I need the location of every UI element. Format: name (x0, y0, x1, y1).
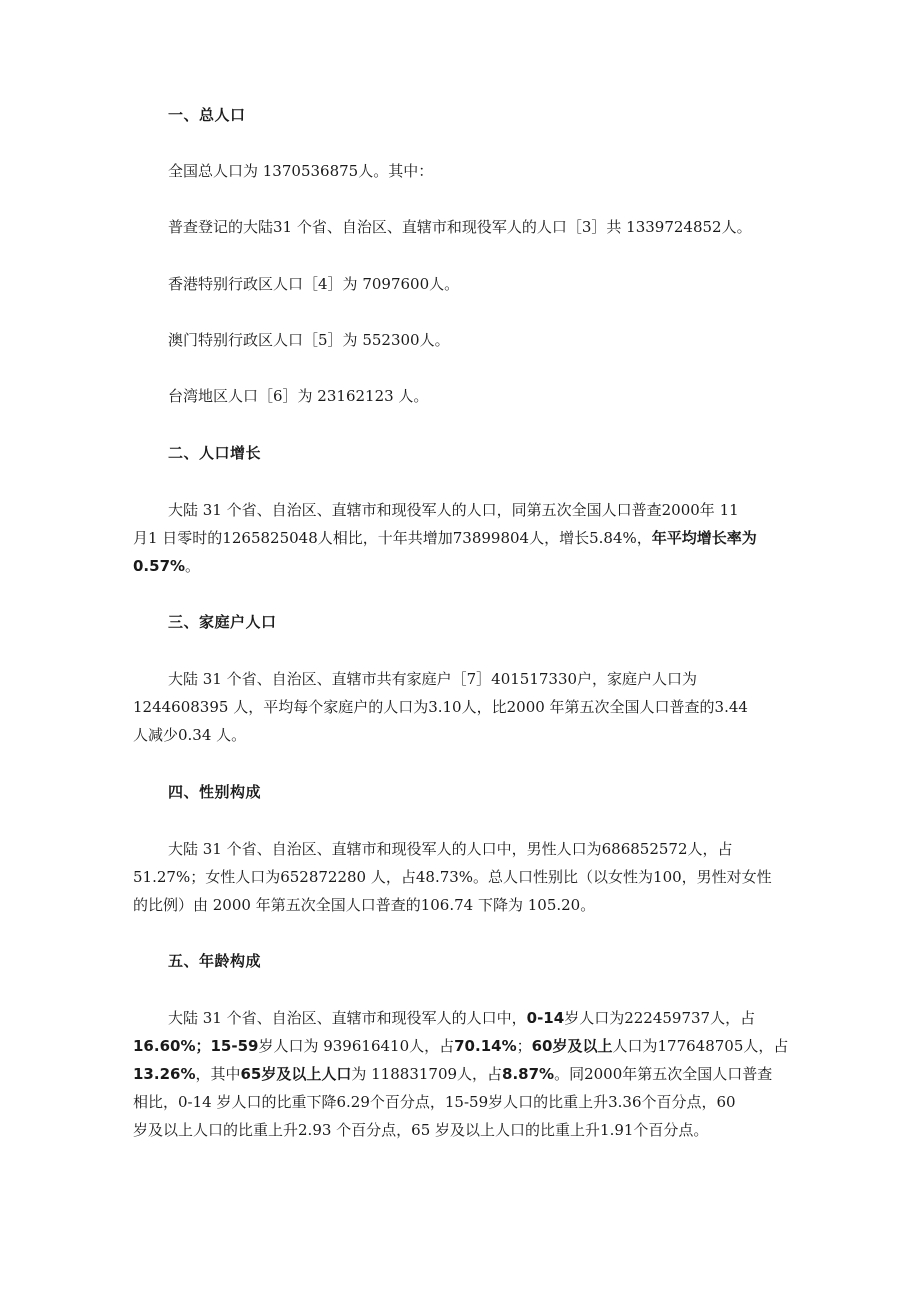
heading-age-composition: 五、年龄构成 (168, 952, 262, 970)
hongkong-population-text: 香港特别行政区人口［4］为 7097600人。 (168, 275, 460, 293)
age-line-4: 相比，0-14 岁人口的比重下降6.29个百分点，15-59岁人口的比重上升3.36个百分点，60 (133, 1093, 736, 1111)
mainland-population-text: 普查登记的大陆31 个省、自治区、直辖市和现役军人的人口［3］共 1339724852人。 (168, 218, 752, 236)
heading-household-population: 三、家庭户人口 (168, 613, 277, 631)
sex-line-1: 大陆 31 个省、自治区、直辖市和现役军人的人口中，男性人口为686852572人，占 (168, 840, 733, 858)
sex-line-3: 的比例）由 2000 年第五次全国人口普查的106.74 下降为 105.20。 (133, 896, 596, 914)
heading-sex-composition: 四、性别构成 (168, 783, 262, 801)
household-line-3: 人减少0.34 人。 (133, 726, 247, 744)
taiwan-population-text: 台湾地区人口［6］为 23162123 人。 (168, 387, 429, 405)
sex-line-2: 51.27%；女性人口为652872280 人，占48.73%。总人口性别比（以女性为100，男性对女性 (133, 868, 772, 886)
age-line-1: 大陆 31 个省、自治区、直辖市和现役军人的人口中，0-14岁人口为222459737人，占 (168, 1009, 756, 1027)
household-line-1: 大陆 31 个省、自治区、直辖市共有家庭户［7］401517330户，家庭户人口为 (168, 670, 698, 688)
age-line-2: 16.60%；15-59岁人口为 939616410人，占70.14%；60岁及以上人口为177648705人，占 (133, 1037, 789, 1055)
household-line-2: 1244608395 人，平均每个家庭户的人口为3.10人，比2000 年第五次全国人口普查的3.44 (133, 698, 748, 716)
growth-line-2: 月1 日零时的1265825048人相比，十年共增加73899804人，增长5.84%，年平均增长率为 (133, 529, 757, 547)
heading-population-growth: 二、人口增长 (168, 444, 262, 462)
growth-line-3: 0.57%。 (133, 557, 201, 575)
age-line-3: 13.26%，其中65岁及以上人口为 118831709人，占8.87%。同2000年第五次全国人口普查 (133, 1065, 773, 1083)
heading-total-population: 一、总人口 (168, 106, 246, 124)
total-population-text: 全国总人口为 1370536875人。其中： (168, 162, 434, 180)
macau-population-text: 澳门特别行政区人口［5］为 552300人。 (168, 331, 450, 349)
growth-line-1: 大陆 31 个省、自治区、直辖市和现役军人的人口，同第五次全国人口普查2000年 11 (168, 501, 739, 519)
age-line-5: 岁及以上人口的比重上升2.93 个百分点，65 岁及以上人口的比重上升1.91个百分点。 (133, 1121, 709, 1139)
